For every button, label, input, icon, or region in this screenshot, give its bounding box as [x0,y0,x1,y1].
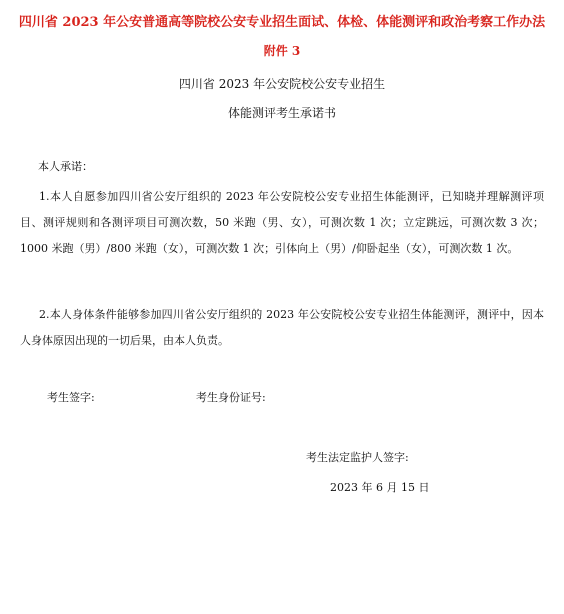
pledge-intro: 本人承诺： [38,160,93,173]
pledge-paragraph-1: 1.本人自愿参加四川省公安厅组织的 2023 年公安院校公安专业招生体能测评，已知晓并理解测评项目、测评规则和各测评项目可测次数，50 米跑（男、女），可测次数 1 次；立定跳远，可测次数 3 次；1000 米跑（男）/800 米跑（女），可测次数 1 次；引体向上（男）/仰卧起坐（女），可测次数 1 次。 [20,190,544,255]
pledge-paragraph-2: 2.本人身体条件能够参加四川省公安厅组织的 2023 年公安院校公安专业招生体能测评，测评中，因本人身体原因出现的一切后果，由本人负责。 [20,308,544,347]
student-signature-label: 考生签字: [47,391,95,404]
document-subtitle: 四川省 2023 年公安院校公安专业招生 [178,77,386,91]
student-id-label: 考生身份证号: [196,391,266,404]
signature-date: 2023 年 6 月 15 日 [330,481,430,494]
attachment-label: 附件 3 [263,44,301,58]
guardian-signature-label: 考生法定监护人签字: [306,451,409,464]
document-title: 体能测评考生承诺书 [227,106,336,120]
document-header-title: 四川省 2023 年公安普通高等院校公安专业招生面试、体检、体能测评和政治考察工作办法 [18,15,546,30]
